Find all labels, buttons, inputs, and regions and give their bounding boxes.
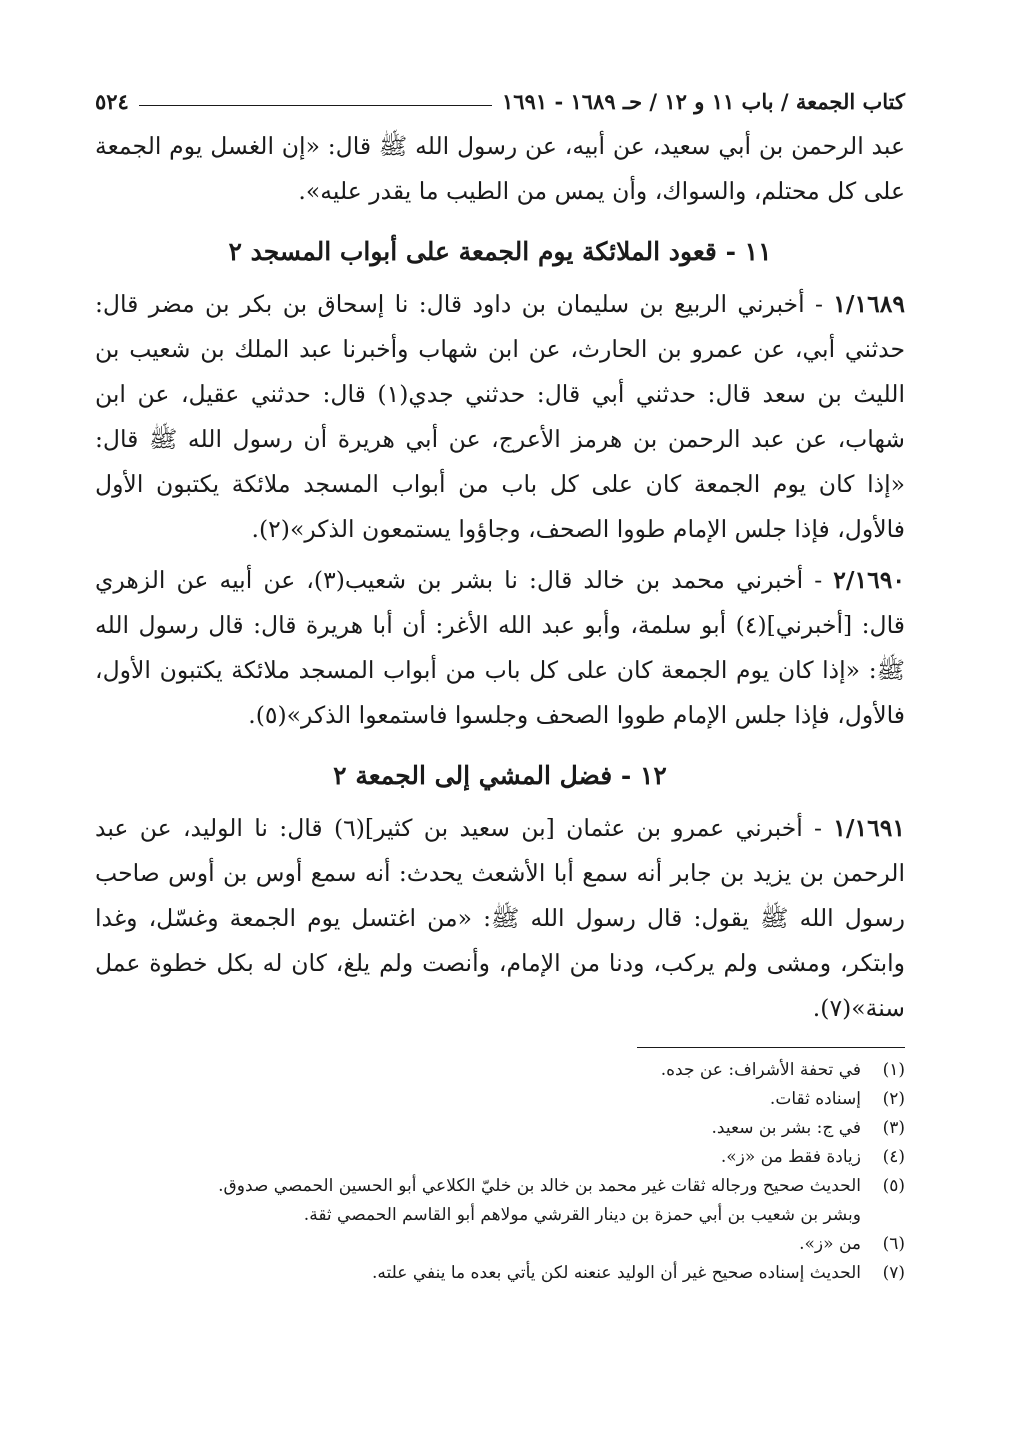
footnote-item — [95, 1172, 905, 1201]
footnote-number: (٢) — [882, 1089, 905, 1109]
intro-paragraph: عبد الرحمن بن أبي سعيد، عن أبيه، عن رسول الله ﷺ قال: «إن الغسل يوم الجمعة على كل محتلم، والسواك، وأن يمس من الطيب ما يقدر عليه». — [95, 132, 905, 205]
hadith-1690-number: ٢/١٦٩٠ — [833, 566, 905, 594]
footnote-text: إسناده ثقات. — [769, 1089, 861, 1109]
footnote-number: (١) — [882, 1060, 905, 1080]
footnote-number: (٧) — [882, 1263, 905, 1283]
running-title: كتاب الجمعة / باب ١١ و ١٢ / حـ ١٦٨٩ - ١٦٩١ — [502, 89, 905, 114]
footnote-text: وبشر بن شعيب بن أبي حمزة بن دينار القرشي مولاهم أبو القاسم الحمصي ثقة. — [303, 1205, 861, 1225]
hadith-1689 — [95, 282, 905, 552]
footnote-item — [95, 1230, 905, 1259]
hadith-1691-text: - أخبرني عمرو بن عثمان [بن سعيد بن كثير](٦) قال: نا الوليد، عن عبد الرحمن بن يزيد بن جابر أنه سمع أبا الأشعث يحدث: أنه سمع أوس بن أوس صاحب رسول الله ﷺ يقول: قال رسول الله ﷺ: «من اغتسل يوم الجمعة وغسّل، وغدا وابتكر، ومشى ولم يركب، ودنا من الإمام، وأنصت ولم يلغ، كان له بكل خطوة عمل سنة»(٧). — [95, 814, 905, 1022]
hadith-1691-number: ١/١٦٩١ — [833, 814, 905, 842]
footnote-text: في تحفة الأشراف: عن جده. — [660, 1060, 861, 1080]
footnote-item — [95, 1114, 905, 1143]
footnote-item — [95, 1056, 905, 1085]
page-number: ٥٢٤ — [95, 89, 129, 114]
footnote-text: الحديث إسناده صحيح غير أن الوليد عنعنه لكن يأتي بعده ما ينفي علته. — [372, 1263, 861, 1283]
section-12-heading: ١٢ - فضل المشي إلى الجمعة ٢ — [333, 761, 667, 790]
section-11-heading: ١١ - قعود الملائكة يوم الجمعة على أبواب المسجد ٢ — [228, 237, 772, 266]
header-rule — [139, 105, 492, 106]
footnote-text: زيادة فقط من «ز». — [720, 1147, 861, 1167]
hadith-1690-text: - أخبرني محمد بن خالد قال: نا بشر بن شعيب(٣)، عن أبيه عن الزهري قال: [أخبرني](٤) أبو سلمة، وأبو عبد الله الأغر: أن أبا هريرة قال: قال رسول الله ﷺ: «إذا كان يوم الجمعة كان على كل باب من أبواب المسجد ملائكة يكتبون الأول، فالأول، فإذا جلس الإمام طووا الصحف وجلسوا فاستمعوا الذكر»(٥). — [95, 566, 906, 729]
footnote-item — [95, 1259, 905, 1288]
footnote-separator — [95, 1047, 905, 1048]
hadith-1689-number: ١/١٦٨٩ — [833, 290, 905, 318]
running-header — [95, 78, 905, 114]
footnotes-list — [95, 1056, 905, 1288]
footnote-text: الحديث صحيح ورجاله ثقات غير محمد بن خالد بن خليّ الكلاعي أبو الحسين الحمصي صدوق. — [218, 1176, 861, 1196]
hadith-1689-text: - أخبرني الربيع بن سليمان بن داود قال: نا إسحاق بن بكر بن مضر قال: حدثني أبي، عن عمرو بن الحارث، عن ابن شهاب وأخبرنا عبد الملك بن شعيب بن الليث بن سعد قال: حدثني أبي قال: حدثني جدي(١) قال: حدثني عقيل، عن ابن شهاب، عن عبد الرحمن بن هرمز الأعرج، عن أبي هريرة أن رسول الله ﷺ قال: «إذا كان يوم الجمعة كان على كل باب من أبواب المسجد ملائكة يكتبون الأول فالأول، فإذا جلس الإمام طووا الصحف، وجاؤوا يستمعون الذكر»(٢). — [95, 290, 905, 543]
hadith-1691 — [95, 806, 905, 1031]
hadith-1690 — [95, 558, 905, 738]
footnote-number: (٥) — [882, 1176, 905, 1196]
footnote-number: (٦) — [882, 1234, 905, 1254]
footnote-text: من «ز». — [799, 1234, 861, 1254]
footnote-text: في ج: بشر بن سعيد. — [711, 1118, 861, 1138]
footnote-item — [95, 1085, 905, 1114]
footnote-number: (٤) — [882, 1147, 905, 1167]
footnote-item — [95, 1143, 905, 1172]
book-page — [95, 78, 905, 1418]
footnote-number: (٣) — [882, 1118, 905, 1138]
footnote-continuation — [95, 1201, 905, 1230]
footnote-number — [871, 1201, 905, 1230]
